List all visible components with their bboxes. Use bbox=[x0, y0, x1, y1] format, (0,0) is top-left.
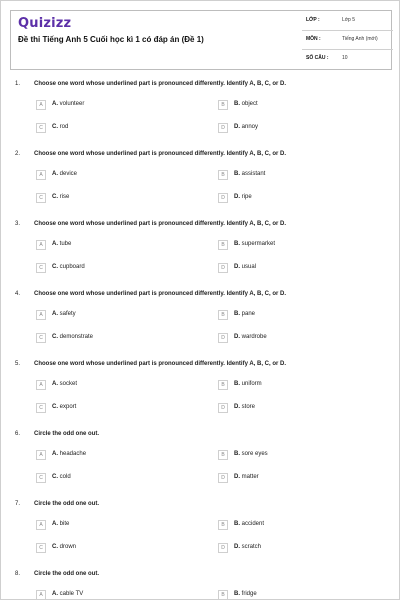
option-text bbox=[234, 451, 268, 457]
option-label: cold bbox=[59, 474, 71, 480]
option-key: D. bbox=[234, 194, 240, 200]
option-letter-box: D bbox=[218, 263, 228, 273]
meta-value: Tiếng Anh (mới) bbox=[342, 36, 378, 42]
question-number: 1. bbox=[15, 81, 21, 87]
option-key: D. bbox=[234, 544, 240, 550]
option-label: headache bbox=[59, 451, 87, 457]
question-number: 4. bbox=[15, 291, 21, 297]
question-number: 5. bbox=[15, 361, 21, 367]
option-text bbox=[234, 521, 264, 527]
option-text bbox=[234, 241, 275, 247]
option-letter-box: B bbox=[218, 240, 228, 250]
option-letter-box: B bbox=[218, 310, 228, 320]
option-label: cupboard bbox=[59, 264, 85, 270]
option-text bbox=[52, 381, 77, 387]
option-key: A. bbox=[52, 311, 58, 317]
option-label: ripe bbox=[241, 194, 252, 200]
question-number: 6. bbox=[15, 431, 21, 437]
option-letter-box: D bbox=[218, 473, 228, 483]
question-number: 8. bbox=[15, 571, 21, 577]
option-label: store bbox=[241, 404, 256, 410]
option-letter-box: B bbox=[218, 170, 228, 180]
meta-panel bbox=[302, 11, 393, 69]
option-text bbox=[234, 101, 258, 107]
option-letter-box: D bbox=[218, 123, 228, 133]
question-text: Choose one word whose underlined part is pronounced differently. Identify A, B, C, or D. bbox=[34, 361, 287, 367]
option-key: B. bbox=[234, 171, 240, 177]
meta-divider bbox=[302, 49, 393, 50]
option-text bbox=[52, 241, 71, 247]
option-text bbox=[52, 194, 69, 200]
option-key: A. bbox=[52, 101, 58, 107]
option-label: volunteer bbox=[59, 101, 85, 107]
option-label: fridge bbox=[241, 591, 257, 597]
option-label: export bbox=[59, 404, 77, 410]
meta-label: SỐ CÂU : bbox=[306, 55, 329, 61]
option-key: C. bbox=[52, 544, 58, 550]
question-text: Circle the odd one out. bbox=[34, 571, 100, 577]
option-letter-box: C bbox=[36, 543, 46, 553]
option-letter-box: A bbox=[36, 520, 46, 530]
option-label: sore eyes bbox=[241, 451, 268, 457]
option-label: demonstrate bbox=[59, 334, 94, 340]
option-text bbox=[52, 334, 93, 340]
option-key: C. bbox=[52, 264, 58, 270]
meta-label: LỚP : bbox=[306, 17, 320, 23]
option-key: D. bbox=[234, 124, 240, 130]
option-label: socket bbox=[59, 381, 78, 387]
option-letter-box: D bbox=[218, 403, 228, 413]
option-label: annoy bbox=[241, 124, 259, 130]
option-text bbox=[52, 264, 85, 270]
option-label: cable TV bbox=[59, 591, 84, 597]
question-number: 7. bbox=[15, 501, 21, 507]
option-key: A. bbox=[52, 171, 58, 177]
option-label: uniform bbox=[241, 381, 262, 387]
option-text bbox=[52, 474, 71, 480]
question-text: Circle the odd one out. bbox=[34, 431, 100, 437]
option-text bbox=[52, 591, 83, 597]
option-key: C. bbox=[52, 334, 58, 340]
option-label: matter bbox=[241, 474, 259, 480]
option-label: usual bbox=[241, 264, 257, 270]
option-key: A. bbox=[52, 591, 58, 597]
option-letter-box: A bbox=[36, 310, 46, 320]
option-letter-box: B bbox=[218, 450, 228, 460]
option-text bbox=[234, 591, 257, 597]
option-text bbox=[234, 404, 255, 410]
option-letter-box: C bbox=[36, 193, 46, 203]
option-label: rise bbox=[59, 194, 70, 200]
meta-label: MÔN : bbox=[306, 36, 321, 42]
option-text bbox=[52, 521, 69, 527]
question-number: 2. bbox=[15, 151, 21, 157]
option-letter-box: C bbox=[36, 403, 46, 413]
option-letter-box: B bbox=[218, 100, 228, 110]
option-text bbox=[52, 404, 76, 410]
option-text bbox=[52, 311, 76, 317]
quizizz-logo: Quizizz bbox=[18, 16, 72, 31]
option-letter-box: B bbox=[218, 590, 228, 600]
worksheet-header bbox=[10, 10, 392, 70]
option-letter-box: A bbox=[36, 170, 46, 180]
meta-value: Lớp 5 bbox=[342, 17, 356, 23]
option-letter-box: D bbox=[218, 543, 228, 553]
option-label: device bbox=[59, 171, 78, 177]
option-label: object bbox=[241, 101, 258, 107]
option-letter-box: C bbox=[36, 263, 46, 273]
question-text: Choose one word whose underlined part is pronounced differently. Identify A, B, C, or D. bbox=[34, 221, 287, 227]
option-label: tube bbox=[59, 241, 72, 247]
option-label: scratch bbox=[241, 544, 262, 550]
meta-row-subject bbox=[306, 32, 391, 46]
option-key: B. bbox=[234, 311, 240, 317]
meta-value: 10 bbox=[342, 55, 348, 61]
option-key: C. bbox=[52, 124, 58, 130]
option-text bbox=[52, 101, 84, 107]
option-key: D. bbox=[234, 404, 240, 410]
option-text bbox=[52, 124, 68, 130]
option-letter-box: A bbox=[36, 100, 46, 110]
document-title: Đề thi Tiếng Anh 5 Cuối học kì 1 có đáp án (Đề 1) bbox=[18, 35, 204, 44]
option-letter-box: A bbox=[36, 380, 46, 390]
option-label: pane bbox=[241, 311, 256, 317]
option-letter-box: C bbox=[36, 123, 46, 133]
option-key: B. bbox=[234, 451, 240, 457]
question-text: Choose one word whose underlined part is pronounced differently. Identify A, B, C, or D. bbox=[34, 81, 287, 87]
option-label: safety bbox=[59, 311, 76, 317]
option-letter-box: D bbox=[218, 333, 228, 343]
option-text bbox=[234, 194, 252, 200]
option-text bbox=[234, 474, 259, 480]
option-letter-box: A bbox=[36, 450, 46, 460]
option-letter-box: C bbox=[36, 333, 46, 343]
meta-divider bbox=[302, 30, 393, 31]
option-label: wardrobe bbox=[241, 334, 267, 340]
question-text: Choose one word whose underlined part is pronounced differently. Identify A, B, C, or D. bbox=[34, 291, 287, 297]
option-letter-box: D bbox=[218, 193, 228, 203]
option-label: drown bbox=[59, 544, 77, 550]
option-label: assistant bbox=[241, 171, 266, 177]
option-text bbox=[234, 311, 255, 317]
option-text bbox=[234, 171, 265, 177]
option-label: accident bbox=[241, 521, 265, 527]
option-label: rod bbox=[59, 124, 69, 130]
option-key: A. bbox=[52, 241, 58, 247]
option-text bbox=[234, 544, 261, 550]
meta-row-count bbox=[306, 51, 391, 65]
option-key: B. bbox=[234, 241, 240, 247]
option-text bbox=[234, 264, 256, 270]
option-key: D. bbox=[234, 334, 240, 340]
option-key: B. bbox=[234, 101, 240, 107]
option-key: B. bbox=[234, 521, 240, 527]
option-label: supermarket bbox=[241, 241, 276, 247]
question-number: 3. bbox=[15, 221, 21, 227]
option-text bbox=[234, 124, 258, 130]
option-key: D. bbox=[234, 264, 240, 270]
option-letter-box: C bbox=[36, 473, 46, 483]
option-letter-box: A bbox=[36, 590, 46, 600]
option-text bbox=[52, 451, 86, 457]
question-text: Choose one word whose underlined part is pronounced differently. Identify A, B, C, or D. bbox=[34, 151, 287, 157]
option-key: C. bbox=[52, 474, 58, 480]
option-text bbox=[234, 334, 267, 340]
option-label: bite bbox=[59, 521, 70, 527]
option-key: C. bbox=[52, 194, 58, 200]
option-key: B. bbox=[234, 591, 240, 597]
option-text bbox=[234, 381, 262, 387]
meta-row-class bbox=[306, 13, 391, 27]
option-letter-box: A bbox=[36, 240, 46, 250]
option-key: C. bbox=[52, 404, 58, 410]
option-letter-box: B bbox=[218, 520, 228, 530]
question-text: Circle the odd one out. bbox=[34, 501, 100, 507]
option-text bbox=[52, 544, 76, 550]
option-key: A. bbox=[52, 451, 58, 457]
option-key: B. bbox=[234, 381, 240, 387]
option-letter-box: B bbox=[218, 380, 228, 390]
option-key: D. bbox=[234, 474, 240, 480]
option-key: A. bbox=[52, 521, 58, 527]
option-text bbox=[52, 171, 77, 177]
option-key: A. bbox=[52, 381, 58, 387]
